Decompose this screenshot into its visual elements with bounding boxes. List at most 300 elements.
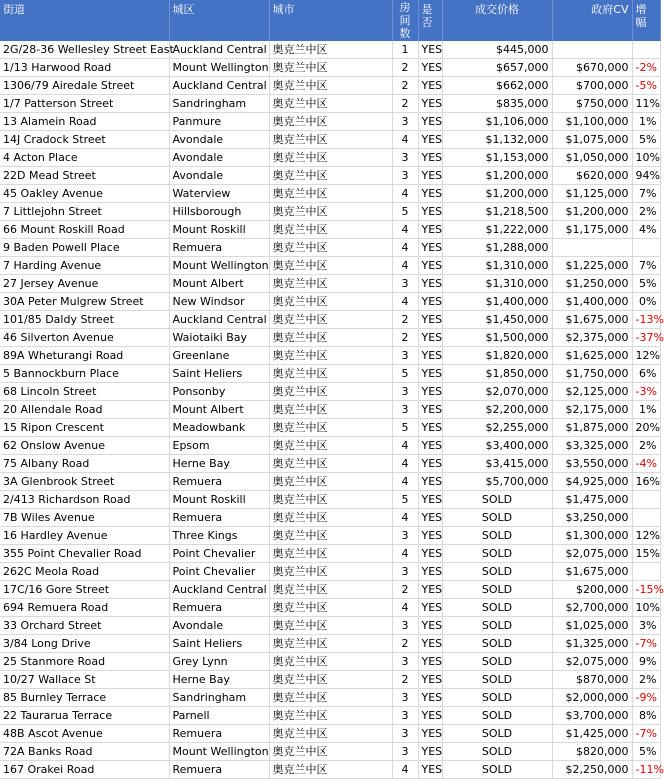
cell-sale-price[interactable]: $1,200,000 xyxy=(442,167,552,185)
header-gov-cv[interactable]: 政府CV xyxy=(552,0,632,41)
cell-sale-price[interactable]: SOLD xyxy=(442,581,552,599)
cell-gov-cv[interactable]: $700,000 xyxy=(552,77,632,95)
cell-yesno[interactable]: YES xyxy=(418,527,442,545)
cell-change[interactable]: 11% xyxy=(632,95,660,113)
cell-city[interactable]: 奥克兰中区 xyxy=(269,437,392,455)
cell-street[interactable]: 15 Ripon Crescent xyxy=(0,419,169,437)
cell-rooms[interactable]: 2 xyxy=(392,77,418,95)
cell-rooms[interactable]: 3 xyxy=(392,617,418,635)
cell-gov-cv[interactable]: $2,000,000 xyxy=(552,689,632,707)
cell-sale-price[interactable]: SOLD xyxy=(442,491,552,509)
cell-gov-cv[interactable]: $2,075,000 xyxy=(552,653,632,671)
cell-city[interactable]: 奥克兰中区 xyxy=(269,473,392,491)
cell-sale-price[interactable]: $1,500,000 xyxy=(442,329,552,347)
cell-yesno[interactable]: YES xyxy=(418,617,442,635)
cell-change[interactable] xyxy=(632,239,660,257)
cell-city[interactable]: 奥克兰中区 xyxy=(269,239,392,257)
cell-street[interactable]: 13 Alamein Road xyxy=(0,113,169,131)
cell-yesno[interactable]: YES xyxy=(418,365,442,383)
cell-city[interactable]: 奥克兰中区 xyxy=(269,761,392,779)
cell-street[interactable]: 262C Meola Road xyxy=(0,563,169,581)
header-street[interactable]: 街道 xyxy=(0,0,169,41)
cell-street[interactable]: 72A Banks Road xyxy=(0,743,169,761)
cell-yesno[interactable]: YES xyxy=(418,59,442,77)
cell-change[interactable]: 6% xyxy=(632,365,660,383)
cell-yesno[interactable]: YES xyxy=(418,329,442,347)
cell-change[interactable]: -37% xyxy=(632,329,660,347)
cell-change[interactable]: 20% xyxy=(632,419,660,437)
cell-gov-cv[interactable]: $3,700,000 xyxy=(552,707,632,725)
cell-city[interactable]: 奥克兰中区 xyxy=(269,653,392,671)
cell-change[interactable] xyxy=(632,563,660,581)
cell-yesno[interactable]: YES xyxy=(418,635,442,653)
cell-city[interactable]: 奥克兰中区 xyxy=(269,311,392,329)
cell-change[interactable]: 7% xyxy=(632,257,660,275)
cell-sale-price[interactable]: $1,222,000 xyxy=(442,221,552,239)
cell-yesno[interactable]: YES xyxy=(418,473,442,491)
header-yesno[interactable]: 是否 xyxy=(418,0,442,41)
cell-rooms[interactable]: 5 xyxy=(392,365,418,383)
cell-yesno[interactable]: YES xyxy=(418,41,442,59)
cell-gov-cv[interactable]: $1,050,000 xyxy=(552,149,632,167)
cell-rooms[interactable]: 2 xyxy=(392,329,418,347)
cell-gov-cv[interactable]: $1,175,000 xyxy=(552,221,632,239)
cell-rooms[interactable]: 3 xyxy=(392,563,418,581)
cell-rooms[interactable]: 3 xyxy=(392,689,418,707)
cell-rooms[interactable]: 4 xyxy=(392,545,418,563)
cell-city[interactable]: 奥克兰中区 xyxy=(269,563,392,581)
cell-city[interactable]: 奥克兰中区 xyxy=(269,635,392,653)
cell-street[interactable]: 68 Lincoln Street xyxy=(0,383,169,401)
cell-change[interactable]: -3% xyxy=(632,383,660,401)
cell-rooms[interactable]: 3 xyxy=(392,167,418,185)
cell-change[interactable]: 5% xyxy=(632,743,660,761)
cell-suburb[interactable]: Herne Bay xyxy=(169,455,269,473)
cell-rooms[interactable]: 4 xyxy=(392,257,418,275)
cell-gov-cv[interactable]: $3,250,000 xyxy=(552,509,632,527)
cell-gov-cv[interactable]: $2,250,000 xyxy=(552,761,632,779)
cell-suburb[interactable]: Ponsonby xyxy=(169,383,269,401)
cell-suburb[interactable]: Mount Roskill xyxy=(169,221,269,239)
cell-sale-price[interactable]: $3,415,000 xyxy=(442,455,552,473)
cell-change[interactable]: 16% xyxy=(632,473,660,491)
cell-change[interactable]: -5% xyxy=(632,77,660,95)
cell-street[interactable]: 25 Stanmore Road xyxy=(0,653,169,671)
cell-rooms[interactable]: 5 xyxy=(392,491,418,509)
header-change[interactable]: 增幅 xyxy=(632,0,660,41)
cell-sale-price[interactable]: $1,132,000 xyxy=(442,131,552,149)
cell-sale-price[interactable]: SOLD xyxy=(442,761,552,779)
cell-gov-cv[interactable]: $1,025,000 xyxy=(552,617,632,635)
cell-change[interactable]: 9% xyxy=(632,653,660,671)
cell-suburb[interactable]: Avondale xyxy=(169,149,269,167)
cell-suburb[interactable]: Saint Heliers xyxy=(169,365,269,383)
cell-sale-price[interactable]: SOLD xyxy=(442,707,552,725)
cell-city[interactable]: 奥克兰中区 xyxy=(269,275,392,293)
cell-rooms[interactable]: 2 xyxy=(392,59,418,77)
cell-street[interactable]: 10/27 Wallace St xyxy=(0,671,169,689)
cell-yesno[interactable]: YES xyxy=(418,149,442,167)
cell-street[interactable]: 167 Orakei Road xyxy=(0,761,169,779)
cell-yesno[interactable]: YES xyxy=(418,347,442,365)
cell-city[interactable]: 奥克兰中区 xyxy=(269,743,392,761)
cell-sale-price[interactable]: $1,288,000 xyxy=(442,239,552,257)
cell-sale-price[interactable]: $445,000 xyxy=(442,41,552,59)
cell-change[interactable] xyxy=(632,41,660,59)
cell-change[interactable]: -15% xyxy=(632,581,660,599)
cell-gov-cv[interactable]: $3,325,000 xyxy=(552,437,632,455)
cell-sale-price[interactable]: $662,000 xyxy=(442,77,552,95)
cell-sale-price[interactable]: SOLD xyxy=(442,527,552,545)
cell-street[interactable]: 2G/28-36 Wellesley Street East xyxy=(0,41,169,59)
cell-gov-cv[interactable]: $1,225,000 xyxy=(552,257,632,275)
cell-suburb[interactable]: Remuera xyxy=(169,761,269,779)
cell-suburb[interactable]: Point Chevalier xyxy=(169,545,269,563)
cell-city[interactable]: 奥克兰中区 xyxy=(269,95,392,113)
cell-sale-price[interactable]: $3,400,000 xyxy=(442,437,552,455)
cell-rooms[interactable]: 5 xyxy=(392,419,418,437)
cell-city[interactable]: 奥克兰中区 xyxy=(269,689,392,707)
cell-city[interactable]: 奥克兰中区 xyxy=(269,293,392,311)
cell-street[interactable]: 27 Jersey Avenue xyxy=(0,275,169,293)
cell-city[interactable]: 奥克兰中区 xyxy=(269,455,392,473)
cell-gov-cv[interactable] xyxy=(552,41,632,59)
cell-suburb[interactable]: Remuera xyxy=(169,599,269,617)
cell-gov-cv[interactable]: $2,175,000 xyxy=(552,401,632,419)
cell-street[interactable]: 7 Littlejohn Street xyxy=(0,203,169,221)
cell-yesno[interactable]: YES xyxy=(418,293,442,311)
cell-rooms[interactable]: 2 xyxy=(392,635,418,653)
cell-rooms[interactable]: 4 xyxy=(392,239,418,257)
cell-yesno[interactable]: YES xyxy=(418,563,442,581)
cell-rooms[interactable]: 5 xyxy=(392,203,418,221)
cell-yesno[interactable]: YES xyxy=(418,131,442,149)
cell-rooms[interactable]: 4 xyxy=(392,437,418,455)
cell-change[interactable]: -4% xyxy=(632,455,660,473)
cell-suburb[interactable]: Mount Wellington xyxy=(169,743,269,761)
cell-change[interactable]: 2% xyxy=(632,203,660,221)
cell-gov-cv[interactable]: $870,000 xyxy=(552,671,632,689)
cell-sale-price[interactable]: $1,450,000 xyxy=(442,311,552,329)
cell-yesno[interactable]: YES xyxy=(418,743,442,761)
cell-suburb[interactable]: Saint Heliers xyxy=(169,635,269,653)
cell-rooms[interactable]: 4 xyxy=(392,509,418,527)
cell-city[interactable]: 奥克兰中区 xyxy=(269,347,392,365)
cell-city[interactable]: 奥克兰中区 xyxy=(269,149,392,167)
cell-gov-cv[interactable]: $1,675,000 xyxy=(552,311,632,329)
cell-street[interactable]: 22 Taurarua Terrace xyxy=(0,707,169,725)
cell-suburb[interactable]: Remuera xyxy=(169,239,269,257)
cell-yesno[interactable]: YES xyxy=(418,761,442,779)
cell-gov-cv[interactable]: $1,125,000 xyxy=(552,185,632,203)
cell-change[interactable]: 5% xyxy=(632,275,660,293)
cell-suburb[interactable]: Auckland Central xyxy=(169,77,269,95)
cell-city[interactable]: 奥克兰中区 xyxy=(269,383,392,401)
cell-change[interactable]: 94% xyxy=(632,167,660,185)
cell-sale-price[interactable]: $1,200,000 xyxy=(442,185,552,203)
cell-change[interactable]: 15% xyxy=(632,545,660,563)
cell-rooms[interactable]: 4 xyxy=(392,761,418,779)
cell-rooms[interactable]: 1 xyxy=(392,41,418,59)
cell-street[interactable]: 33 Orchard Street xyxy=(0,617,169,635)
cell-yesno[interactable]: YES xyxy=(418,599,442,617)
cell-gov-cv[interactable]: $1,425,000 xyxy=(552,725,632,743)
header-rooms[interactable]: 房间数 xyxy=(392,0,418,41)
cell-suburb[interactable]: New Windsor xyxy=(169,293,269,311)
cell-gov-cv[interactable]: $1,875,000 xyxy=(552,419,632,437)
cell-rooms[interactable]: 4 xyxy=(392,473,418,491)
cell-street[interactable]: 22D Mead Street xyxy=(0,167,169,185)
header-city[interactable]: 城市 xyxy=(269,0,392,41)
cell-rooms[interactable]: 2 xyxy=(392,95,418,113)
cell-city[interactable]: 奥克兰中区 xyxy=(269,491,392,509)
cell-city[interactable]: 奥克兰中区 xyxy=(269,707,392,725)
cell-street[interactable]: 85 Burnley Terrace xyxy=(0,689,169,707)
cell-gov-cv[interactable]: $670,000 xyxy=(552,59,632,77)
cell-suburb[interactable]: Hillsborough xyxy=(169,203,269,221)
cell-suburb[interactable]: Auckland Central xyxy=(169,581,269,599)
cell-street[interactable]: 7 Harding Avenue xyxy=(0,257,169,275)
cell-sale-price[interactable]: $5,700,000 xyxy=(442,473,552,491)
cell-suburb[interactable]: Epsom xyxy=(169,437,269,455)
cell-yesno[interactable]: YES xyxy=(418,221,442,239)
cell-sale-price[interactable]: $1,400,000 xyxy=(442,293,552,311)
cell-rooms[interactable]: 4 xyxy=(392,185,418,203)
cell-suburb[interactable]: Avondale xyxy=(169,617,269,635)
cell-gov-cv[interactable]: $2,125,000 xyxy=(552,383,632,401)
cell-yesno[interactable]: YES xyxy=(418,455,442,473)
cell-gov-cv[interactable]: $200,000 xyxy=(552,581,632,599)
cell-street[interactable]: 5 Bannockburn Place xyxy=(0,365,169,383)
cell-street[interactable]: 17C/16 Gore Street xyxy=(0,581,169,599)
cell-yesno[interactable]: YES xyxy=(418,581,442,599)
cell-suburb[interactable]: Remuera xyxy=(169,473,269,491)
cell-change[interactable]: -2% xyxy=(632,59,660,77)
cell-rooms[interactable]: 3 xyxy=(392,347,418,365)
cell-street[interactable]: 1/13 Harwood Road xyxy=(0,59,169,77)
cell-yesno[interactable]: YES xyxy=(418,95,442,113)
cell-street[interactable]: 75 Albany Road xyxy=(0,455,169,473)
cell-rooms[interactable]: 3 xyxy=(392,401,418,419)
cell-rooms[interactable]: 4 xyxy=(392,599,418,617)
cell-change[interactable]: 10% xyxy=(632,599,660,617)
cell-sale-price[interactable]: SOLD xyxy=(442,689,552,707)
cell-yesno[interactable]: YES xyxy=(418,437,442,455)
cell-street[interactable]: 3A Glenbrook Street xyxy=(0,473,169,491)
cell-change[interactable]: 10% xyxy=(632,149,660,167)
cell-street[interactable]: 355 Point Chevalier Road xyxy=(0,545,169,563)
cell-city[interactable]: 奥克兰中区 xyxy=(269,167,392,185)
cell-change[interactable]: 7% xyxy=(632,185,660,203)
cell-suburb[interactable]: Mount Wellington xyxy=(169,59,269,77)
cell-suburb[interactable]: Meadowbank xyxy=(169,419,269,437)
cell-sale-price[interactable]: SOLD xyxy=(442,743,552,761)
cell-sale-price[interactable]: SOLD xyxy=(442,563,552,581)
cell-change[interactable]: -7% xyxy=(632,725,660,743)
cell-street[interactable]: 89A Wheturangi Road xyxy=(0,347,169,365)
cell-gov-cv[interactable]: $1,200,000 xyxy=(552,203,632,221)
cell-yesno[interactable]: YES xyxy=(418,707,442,725)
cell-gov-cv[interactable] xyxy=(552,239,632,257)
cell-yesno[interactable]: YES xyxy=(418,491,442,509)
cell-suburb[interactable]: Mount Albert xyxy=(169,401,269,419)
cell-sale-price[interactable]: $1,310,000 xyxy=(442,275,552,293)
cell-suburb[interactable]: Mount Roskill xyxy=(169,491,269,509)
cell-sale-price[interactable]: SOLD xyxy=(442,671,552,689)
cell-rooms[interactable]: 3 xyxy=(392,653,418,671)
cell-change[interactable]: 12% xyxy=(632,347,660,365)
cell-gov-cv[interactable]: $1,400,000 xyxy=(552,293,632,311)
cell-change[interactable] xyxy=(632,509,660,527)
cell-street[interactable]: 1/7 Patterson Street xyxy=(0,95,169,113)
cell-gov-cv[interactable]: $1,075,000 xyxy=(552,131,632,149)
cell-gov-cv[interactable]: $1,100,000 xyxy=(552,113,632,131)
cell-suburb[interactable]: Three Kings xyxy=(169,527,269,545)
cell-gov-cv[interactable]: $2,700,000 xyxy=(552,599,632,617)
cell-city[interactable]: 奥克兰中区 xyxy=(269,671,392,689)
cell-sale-price[interactable]: SOLD xyxy=(442,635,552,653)
cell-suburb[interactable]: Sandringham xyxy=(169,689,269,707)
cell-yesno[interactable]: YES xyxy=(418,689,442,707)
header-sale-price[interactable]: 成交价格 xyxy=(442,0,552,41)
cell-street[interactable]: 62 Onslow Avenue xyxy=(0,437,169,455)
cell-yesno[interactable]: YES xyxy=(418,545,442,563)
cell-change[interactable]: 8% xyxy=(632,707,660,725)
cell-change[interactable]: 4% xyxy=(632,221,660,239)
cell-change[interactable]: -9% xyxy=(632,689,660,707)
cell-yesno[interactable]: YES xyxy=(418,239,442,257)
cell-suburb[interactable]: Parnell xyxy=(169,707,269,725)
cell-change[interactable]: -13% xyxy=(632,311,660,329)
cell-change[interactable]: -7% xyxy=(632,635,660,653)
cell-yesno[interactable]: YES xyxy=(418,77,442,95)
cell-sale-price[interactable]: SOLD xyxy=(442,617,552,635)
cell-change[interactable] xyxy=(632,491,660,509)
cell-rooms[interactable]: 3 xyxy=(392,527,418,545)
cell-street[interactable]: 30A Peter Mulgrew Street xyxy=(0,293,169,311)
cell-sale-price[interactable]: $2,255,000 xyxy=(442,419,552,437)
cell-city[interactable]: 奥克兰中区 xyxy=(269,131,392,149)
cell-rooms[interactable]: 3 xyxy=(392,707,418,725)
cell-change[interactable]: 0% xyxy=(632,293,660,311)
cell-rooms[interactable]: 3 xyxy=(392,149,418,167)
cell-street[interactable]: 1306/79 Airedale Street xyxy=(0,77,169,95)
cell-rooms[interactable]: 4 xyxy=(392,293,418,311)
cell-city[interactable]: 奥克兰中区 xyxy=(269,185,392,203)
cell-gov-cv[interactable]: $1,475,000 xyxy=(552,491,632,509)
cell-change[interactable]: -11% xyxy=(632,761,660,779)
cell-gov-cv[interactable]: $620,000 xyxy=(552,167,632,185)
cell-sale-price[interactable]: $2,070,000 xyxy=(442,383,552,401)
cell-gov-cv[interactable]: $1,325,000 xyxy=(552,635,632,653)
cell-rooms[interactable]: 4 xyxy=(392,221,418,239)
cell-rooms[interactable]: 3 xyxy=(392,725,418,743)
cell-gov-cv[interactable]: $4,925,000 xyxy=(552,473,632,491)
cell-gov-cv[interactable]: $1,300,000 xyxy=(552,527,632,545)
cell-sale-price[interactable]: $1,820,000 xyxy=(442,347,552,365)
cell-gov-cv[interactable]: $2,375,000 xyxy=(552,329,632,347)
cell-sale-price[interactable]: $1,106,000 xyxy=(442,113,552,131)
cell-city[interactable]: 奥克兰中区 xyxy=(269,527,392,545)
cell-sale-price[interactable]: SOLD xyxy=(442,653,552,671)
cell-suburb[interactable]: Mount Albert xyxy=(169,275,269,293)
cell-street[interactable]: 66 Mount Roskill Road xyxy=(0,221,169,239)
cell-gov-cv[interactable]: $1,750,000 xyxy=(552,365,632,383)
cell-suburb[interactable]: Avondale xyxy=(169,131,269,149)
cell-rooms[interactable]: 2 xyxy=(392,581,418,599)
cell-change[interactable]: 1% xyxy=(632,401,660,419)
cell-city[interactable]: 奥克兰中区 xyxy=(269,41,392,59)
cell-suburb[interactable]: Auckland Central xyxy=(169,311,269,329)
cell-sale-price[interactable]: $835,000 xyxy=(442,95,552,113)
cell-city[interactable]: 奥克兰中区 xyxy=(269,419,392,437)
cell-yesno[interactable]: YES xyxy=(418,725,442,743)
cell-rooms[interactable]: 3 xyxy=(392,743,418,761)
cell-gov-cv[interactable]: $750,000 xyxy=(552,95,632,113)
cell-city[interactable]: 奥克兰中区 xyxy=(269,77,392,95)
cell-rooms[interactable]: 2 xyxy=(392,671,418,689)
cell-sale-price[interactable]: SOLD xyxy=(442,509,552,527)
header-suburb[interactable]: 城区 xyxy=(169,0,269,41)
cell-city[interactable]: 奥克兰中区 xyxy=(269,509,392,527)
cell-change[interactable]: 2% xyxy=(632,671,660,689)
cell-city[interactable]: 奥克兰中区 xyxy=(269,365,392,383)
cell-suburb[interactable]: Herne Bay xyxy=(169,671,269,689)
cell-street[interactable]: 4 Acton Place xyxy=(0,149,169,167)
cell-suburb[interactable]: Waiotaiki Bay xyxy=(169,329,269,347)
cell-rooms[interactable]: 4 xyxy=(392,131,418,149)
cell-street[interactable]: 101/85 Daldy Street xyxy=(0,311,169,329)
cell-change[interactable]: 12% xyxy=(632,527,660,545)
cell-rooms[interactable]: 3 xyxy=(392,275,418,293)
cell-yesno[interactable]: YES xyxy=(418,257,442,275)
cell-yesno[interactable]: YES xyxy=(418,653,442,671)
cell-city[interactable]: 奥克兰中区 xyxy=(269,257,392,275)
cell-street[interactable]: 7B Wiles Avenue xyxy=(0,509,169,527)
cell-city[interactable]: 奥克兰中区 xyxy=(269,581,392,599)
cell-suburb[interactable]: Grey Lynn xyxy=(169,653,269,671)
cell-sale-price[interactable]: SOLD xyxy=(442,545,552,563)
cell-rooms[interactable]: 4 xyxy=(392,455,418,473)
cell-street[interactable]: 694 Remuera Road xyxy=(0,599,169,617)
cell-suburb[interactable]: Waterview xyxy=(169,185,269,203)
cell-street[interactable]: 45 Oakley Avenue xyxy=(0,185,169,203)
cell-sale-price[interactable]: $1,850,000 xyxy=(442,365,552,383)
cell-city[interactable]: 奥克兰中区 xyxy=(269,59,392,77)
cell-change[interactable]: 2% xyxy=(632,437,660,455)
cell-street[interactable]: 3/84 Long Drive xyxy=(0,635,169,653)
cell-gov-cv[interactable]: $3,550,000 xyxy=(552,455,632,473)
cell-yesno[interactable]: YES xyxy=(418,275,442,293)
cell-street[interactable]: 16 Hardley Avenue xyxy=(0,527,169,545)
cell-gov-cv[interactable]: $1,625,000 xyxy=(552,347,632,365)
cell-rooms[interactable]: 2 xyxy=(392,311,418,329)
cell-sale-price[interactable]: $2,200,000 xyxy=(442,401,552,419)
cell-change[interactable]: 3% xyxy=(632,617,660,635)
cell-yesno[interactable]: YES xyxy=(418,113,442,131)
cell-sale-price[interactable]: SOLD xyxy=(442,725,552,743)
cell-gov-cv[interactable]: $2,075,000 xyxy=(552,545,632,563)
cell-suburb[interactable]: Auckland Central xyxy=(169,41,269,59)
cell-change[interactable]: 1% xyxy=(632,113,660,131)
cell-sale-price[interactable]: $1,218,500 xyxy=(442,203,552,221)
cell-city[interactable]: 奥克兰中区 xyxy=(269,221,392,239)
cell-suburb[interactable]: Greenlane xyxy=(169,347,269,365)
cell-street[interactable]: 20 Allendale Road xyxy=(0,401,169,419)
cell-suburb[interactable]: Panmure xyxy=(169,113,269,131)
cell-yesno[interactable]: YES xyxy=(418,167,442,185)
cell-city[interactable]: 奥克兰中区 xyxy=(269,203,392,221)
